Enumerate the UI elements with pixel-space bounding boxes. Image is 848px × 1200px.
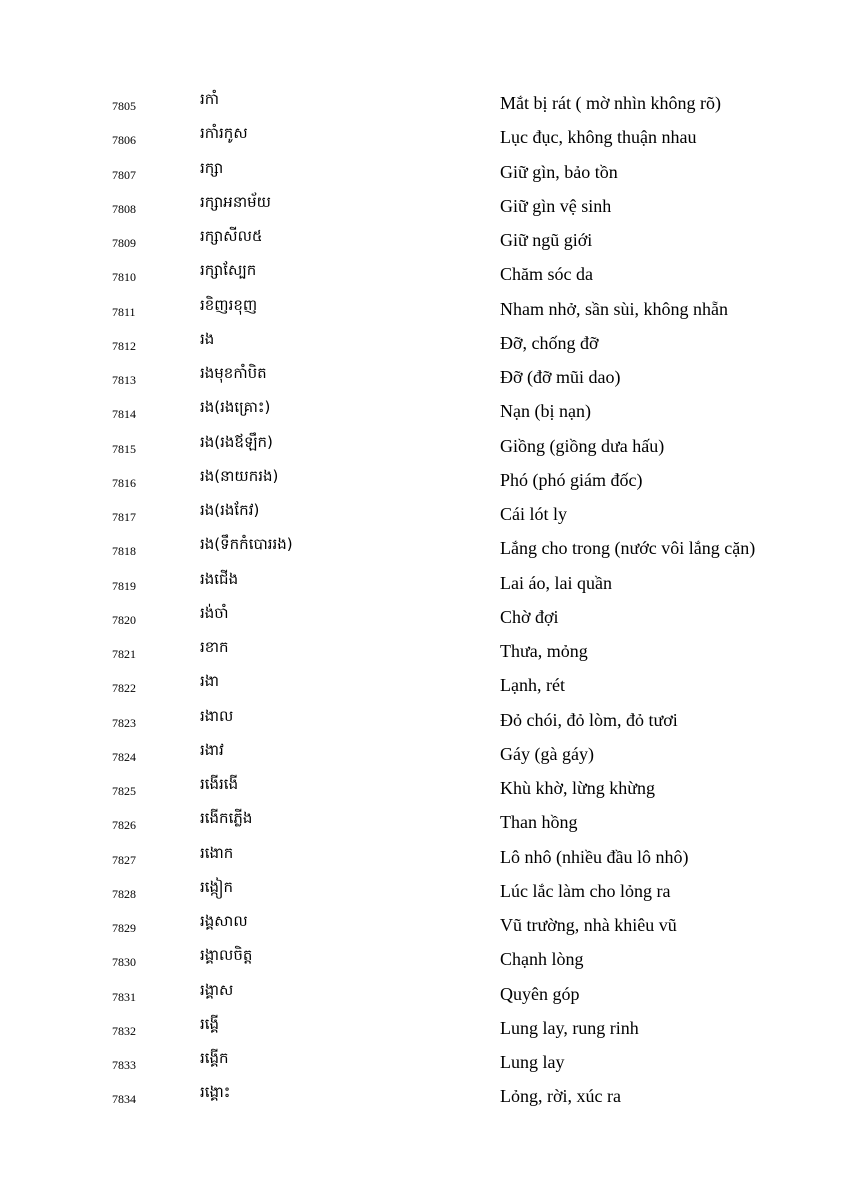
dictionary-entry: [0, 88, 848, 122]
vietnamese-definition: Đỏ chói, đỏ lòm, đỏ tươi: [500, 709, 678, 730]
entry-number: 7817: [112, 510, 136, 524]
khmer-term: រងមុខកាំបិត: [200, 364, 267, 382]
entry-number: 7812: [112, 338, 136, 353]
entry-list: [0, 88, 848, 1116]
entry-number: 7815: [112, 441, 136, 456]
dictionary-entry: [0, 431, 848, 465]
dictionary-entry: [0, 670, 848, 704]
vietnamese-definition: Lúc lắc làm cho lỏng ra: [500, 880, 671, 901]
entry-number: 7827: [112, 852, 136, 867]
khmer-term: រង(រងគ្រោះ): [200, 398, 271, 417]
entry-number: 7832: [112, 1023, 136, 1038]
dictionary-entry: [0, 259, 848, 293]
entry-number: 7828: [112, 886, 136, 901]
khmer-term: រខិញរខុញ: [200, 295, 258, 314]
entry-number: 7822: [112, 681, 136, 696]
khmer-term: រក្សា: [200, 158, 224, 177]
dictionary-entry: [0, 876, 848, 910]
dictionary-entry: [0, 602, 848, 636]
entry-number: 7813: [112, 373, 136, 387]
vietnamese-definition: Lắng cho trong (nước vôi lắng cặn): [500, 538, 756, 559]
khmer-term: រង្គាស: [200, 980, 234, 999]
khmer-term: រង: [200, 329, 215, 348]
entry-number: 7831: [112, 989, 136, 1004]
dictionary-entry: [0, 1013, 848, 1047]
khmer-term: រខាក: [200, 638, 229, 656]
vietnamese-definition: Lung lay, rung rinh: [500, 1017, 639, 1038]
khmer-term: រក្សាស្បែក: [200, 261, 257, 280]
vietnamese-definition: Vũ trường, nhà khiêu vũ: [500, 915, 677, 935]
dictionary-entry: [0, 191, 848, 225]
dictionary-entry: [0, 773, 848, 807]
dictionary-entry: [0, 739, 848, 773]
entry-number: 7821: [112, 647, 136, 661]
vietnamese-definition: Chạnh lòng: [500, 949, 584, 970]
entry-number: 7818: [112, 544, 136, 559]
entry-number: 7816: [112, 475, 136, 490]
vietnamese-definition: Nạn (bị nạn): [500, 401, 591, 422]
dictionary-entry: [0, 499, 848, 533]
vietnamese-definition: Quyên góp: [500, 983, 580, 1004]
vietnamese-definition: Than hồng: [500, 812, 578, 833]
khmer-term: រង្កៀក: [200, 877, 234, 896]
vietnamese-definition: Khù khờ, lừng khừng: [500, 778, 656, 798]
khmer-term: រង(នាយករង): [200, 466, 279, 485]
khmer-term: រង្គោះ: [200, 1083, 231, 1102]
entry-number: 7806: [112, 133, 136, 148]
dictionary-entry: [0, 396, 848, 430]
vietnamese-definition: Lỏng, rời, xúc ra: [500, 1086, 621, 1107]
khmer-term: រងើរងើ: [200, 775, 239, 793]
khmer-term: រងាល: [200, 706, 234, 725]
dictionary-entry: [0, 568, 848, 602]
dictionary-entry: [0, 533, 848, 567]
khmer-term: រង់ចាំ: [200, 603, 229, 622]
dictionary-entry: [0, 807, 848, 841]
khmer-term: រង្គសាល: [200, 912, 248, 930]
vietnamese-definition: Chăm sóc da: [500, 264, 593, 285]
dictionary-entry: [0, 636, 848, 670]
vietnamese-definition: Giữ gìn, bảo tồn: [500, 161, 618, 182]
entry-number: 7811: [112, 304, 136, 319]
khmer-term: រងាវ: [200, 740, 224, 759]
entry-number: 7810: [112, 270, 136, 285]
vietnamese-definition: Chờ đợi: [500, 606, 559, 627]
entry-number: 7808: [112, 201, 136, 216]
khmer-term: រង្គើ: [200, 1014, 220, 1033]
dictionary-entry: [0, 1081, 848, 1115]
dictionary-entry: [0, 842, 848, 876]
entry-number: 7805: [112, 99, 136, 113]
vietnamese-definition: Lạnh, rét: [500, 675, 565, 696]
dictionary-entry: [0, 979, 848, 1013]
vietnamese-definition: Thưa, mỏng: [500, 641, 588, 661]
entry-number: 7833: [112, 1058, 136, 1072]
vietnamese-definition: Cái lót ly: [500, 504, 567, 524]
vietnamese-definition: Nham nhở, sần sùi, không nhẵn: [500, 298, 728, 319]
khmer-term: រងជើង: [200, 569, 239, 588]
khmer-term: រងា: [200, 672, 220, 691]
khmer-term: រង្គើក: [200, 1049, 229, 1067]
entry-number: 7825: [112, 784, 136, 798]
dictionary-entry: [0, 705, 848, 739]
dictionary-entry: [0, 465, 848, 499]
khmer-term: រក្សាសីល៥: [200, 227, 263, 245]
dictionary-entry: [0, 157, 848, 191]
khmer-term: រងើកភ្លើង: [200, 809, 253, 828]
vietnamese-definition: Phó (phó giám đốc): [500, 469, 643, 490]
vietnamese-definition: Đỡ (đỡ mũi dao): [500, 367, 621, 387]
vietnamese-definition: Giữ gìn vệ sinh: [500, 195, 612, 216]
khmer-term: រកាំរកូស: [200, 124, 248, 143]
entry-number: 7807: [112, 167, 136, 182]
entry-number: 7834: [112, 1092, 136, 1107]
entry-number: 7819: [112, 578, 136, 593]
khmer-term: រង(រងឪឡឹក): [200, 432, 273, 451]
vietnamese-definition: Gáy (gà gáy): [500, 743, 594, 764]
entry-number: 7823: [112, 715, 136, 730]
entry-number: 7809: [112, 236, 136, 250]
vietnamese-definition: Lục đục, không thuận nhau: [500, 127, 697, 148]
entry-number: 7830: [112, 955, 136, 970]
dictionary-entry: [0, 1047, 848, 1081]
entry-number: 7829: [112, 921, 136, 935]
khmer-term: រង្គាលចិត្ត: [200, 946, 253, 965]
dictionary-entry: [0, 225, 848, 259]
entry-number: 7824: [112, 749, 136, 764]
vietnamese-definition: Lô nhô (nhiều đầu lô nhô): [500, 846, 689, 867]
dictionary-entry: [0, 294, 848, 328]
entry-number: 7820: [112, 612, 136, 627]
vietnamese-definition: Mắt bị rát ( mờ nhìn không rõ): [500, 93, 721, 113]
dictionary-entry: [0, 910, 848, 944]
dictionary-entry: [0, 328, 848, 362]
khmer-term: រកាំ: [200, 90, 220, 108]
khmer-term: រក្សាអនាម័យ: [200, 192, 271, 211]
dictionary-entry: [0, 362, 848, 396]
entry-number: 7826: [112, 818, 136, 833]
khmer-term: រងោក: [200, 843, 234, 862]
vietnamese-definition: Giữ ngũ giới: [500, 230, 593, 250]
entry-number: 7814: [112, 407, 136, 422]
khmer-term: រង(ទឹកកំបោររង): [200, 535, 293, 554]
vietnamese-definition: Lung lay: [500, 1052, 565, 1072]
vietnamese-definition: Đỡ, chống đỡ: [500, 332, 599, 353]
vietnamese-definition: Lai áo, lai quần: [500, 572, 612, 593]
dictionary-entry: [0, 944, 848, 978]
vietnamese-definition: Giồng (giồng dưa hấu): [500, 435, 665, 456]
dictionary-entry: [0, 122, 848, 156]
khmer-term: រង(រងកែវ): [200, 501, 260, 519]
